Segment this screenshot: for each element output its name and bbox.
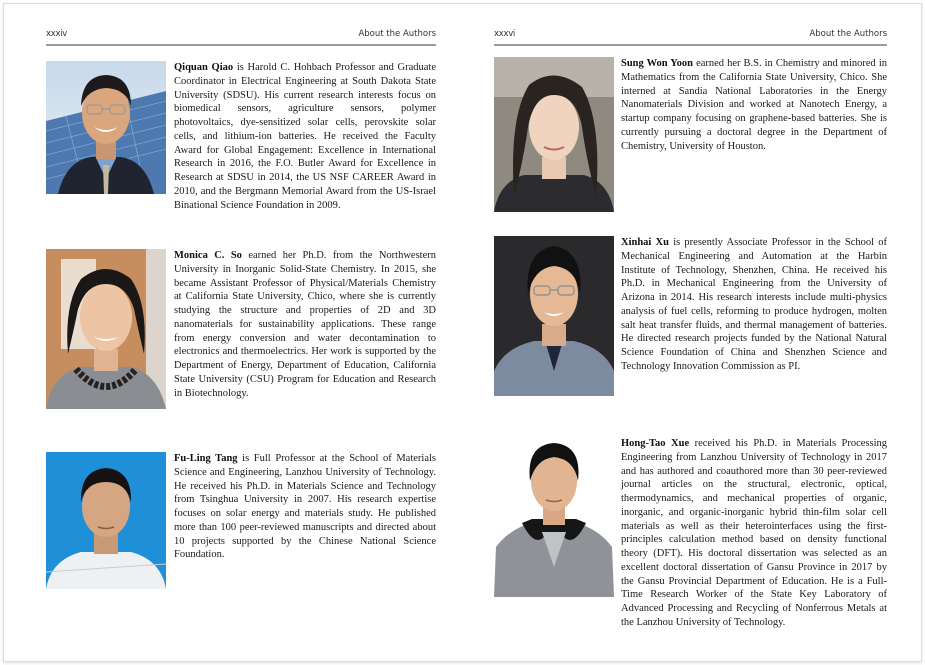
author-name: Monica C. So (174, 250, 242, 261)
portrait-xinhai-xu (494, 236, 614, 396)
portrait-monica-c-so (46, 249, 166, 409)
author-name: Sung Won Yoon (621, 58, 694, 69)
bio-text (174, 452, 436, 562)
bio-text (621, 57, 887, 153)
author-name: Qiquan Qiao (174, 62, 234, 73)
author-name: Xinhai Xu (621, 237, 669, 248)
bio-body: is Harold C. Hohbach Professor and Graduate Coordinator in Electrical Engineering at South Dakota State University (SDSU). His current research interests focus on biomedical sensors, agriculture sensors, polymer photovoltaics, dye-sensitized solar cells, perovskite solar cells, and lithium-ion batteries. He received the Faculty Award for Global Engagement: Excellence in International Research in 2016, the F.O. Butler Award for Excellence in Research at SDSU in 2014, the US NSF CAREER Award in 2010, and the Bergmann Memorial Award from the US-Israel Binational Science Foundation in 2009. (174, 62, 436, 211)
bio-text (621, 437, 887, 630)
bio-body: earned her B.S. in Chemistry and minored in Mathematics from the California State University, Chico. She interned at Sandia National Laboratories in the Energy Nanomaterials Division and worked at Nanotech Energy, a startup company focusing on graphene-based batteries. She is currently pursuing a doctoral degree in the Department of Chemistry, University of Houston. (621, 58, 887, 152)
page-number: xxxvi (494, 29, 515, 39)
bio-text (621, 236, 887, 374)
bio-text (174, 61, 436, 212)
bio-text (174, 249, 436, 400)
book-spread (3, 3, 922, 662)
header-rule (494, 44, 887, 46)
author-name: Hong-Tao Xue (621, 438, 690, 449)
page-number: xxxiv (46, 29, 67, 39)
portrait-sung-won-yoon (494, 57, 614, 212)
bio-body: is presently Associate Professor in the School of Mechanical Engineering and Automation at the Harbin Institute of Technology, Shenzhen, China. He received his Ph.D. in Mechanical Engineering from the University of Arizona in 2014. His research interests include multi-physics analysis of fuel cells, reforming to produce hydrogen, molten salt heat transfer fluids, and thermal management of batteries. He directed research projects funded by the National Natural Science Foundation of China and Shenzhen Science and Technology Innovation Commission as PI. (621, 237, 887, 372)
portrait-hong-tao-xue (494, 437, 614, 597)
running-title: About the Authors (809, 29, 887, 39)
bio-body: earned her Ph.D. from the Northwestern University in Inorganic Solid-State Chemistry. In 2015, she became Assistant Professor of Physical/Materials Chemistry at California State University, Chico, where she is currently studying the structure and properties of 2D and 3D nanomaterials for sustainability applications. These range from energy conversion and water decontamination to electronics and thermoelectrics. Her work is supported by the Department of Energy, Department of Education, California State University (CSU) Program for Education and Research in Biotechnology. (174, 250, 436, 399)
running-title: About the Authors (358, 29, 436, 39)
right-page (494, 4, 887, 661)
header-rule (46, 44, 436, 46)
left-page (46, 4, 436, 661)
portrait-qiquan-qiao (46, 61, 166, 194)
portrait-fu-ling-tang (46, 452, 166, 589)
running-head (494, 29, 887, 43)
bio-body: received his Ph.D. in Materials Processing Engineering from Lanzhou University of Technology in 2017 and has authored and coauthored more than 30 peer-reviewed journal articles on the structural, electronic, optical, thermodynamics, and mechanical properties of organic, inorganic, and organic-inorganic hybrid thin-film solar cell materials as well as their heterointerfaces using the first-principles calculation method based on density functional theory (DFT). His doctoral dissertation was selected as an excellent doctoral dissertation of Gansu Province in 2017 by the Gansu Provincial Department of Education. He is a Full-Time Research Worker of the State Key Laboratory of Advanced Processing and Recycling of Nonferrous Metals at the Lanzhou University of Technology. (621, 438, 887, 628)
running-head (46, 29, 436, 43)
bio-body: is Full Professor at the School of Materials Science and Engineering, Lanzhou University of Technology. He received his Ph.D. in Materials Science and Technology from Tsinghua University in 2007. His research expertise focuses on solar energy and materials study. He published more than 100 peer-reviewed manuscripts and directed about 10 projects supported by the Chinese National Science Foundation. (174, 453, 436, 561)
author-name: Fu-Ling Tang (174, 453, 238, 464)
